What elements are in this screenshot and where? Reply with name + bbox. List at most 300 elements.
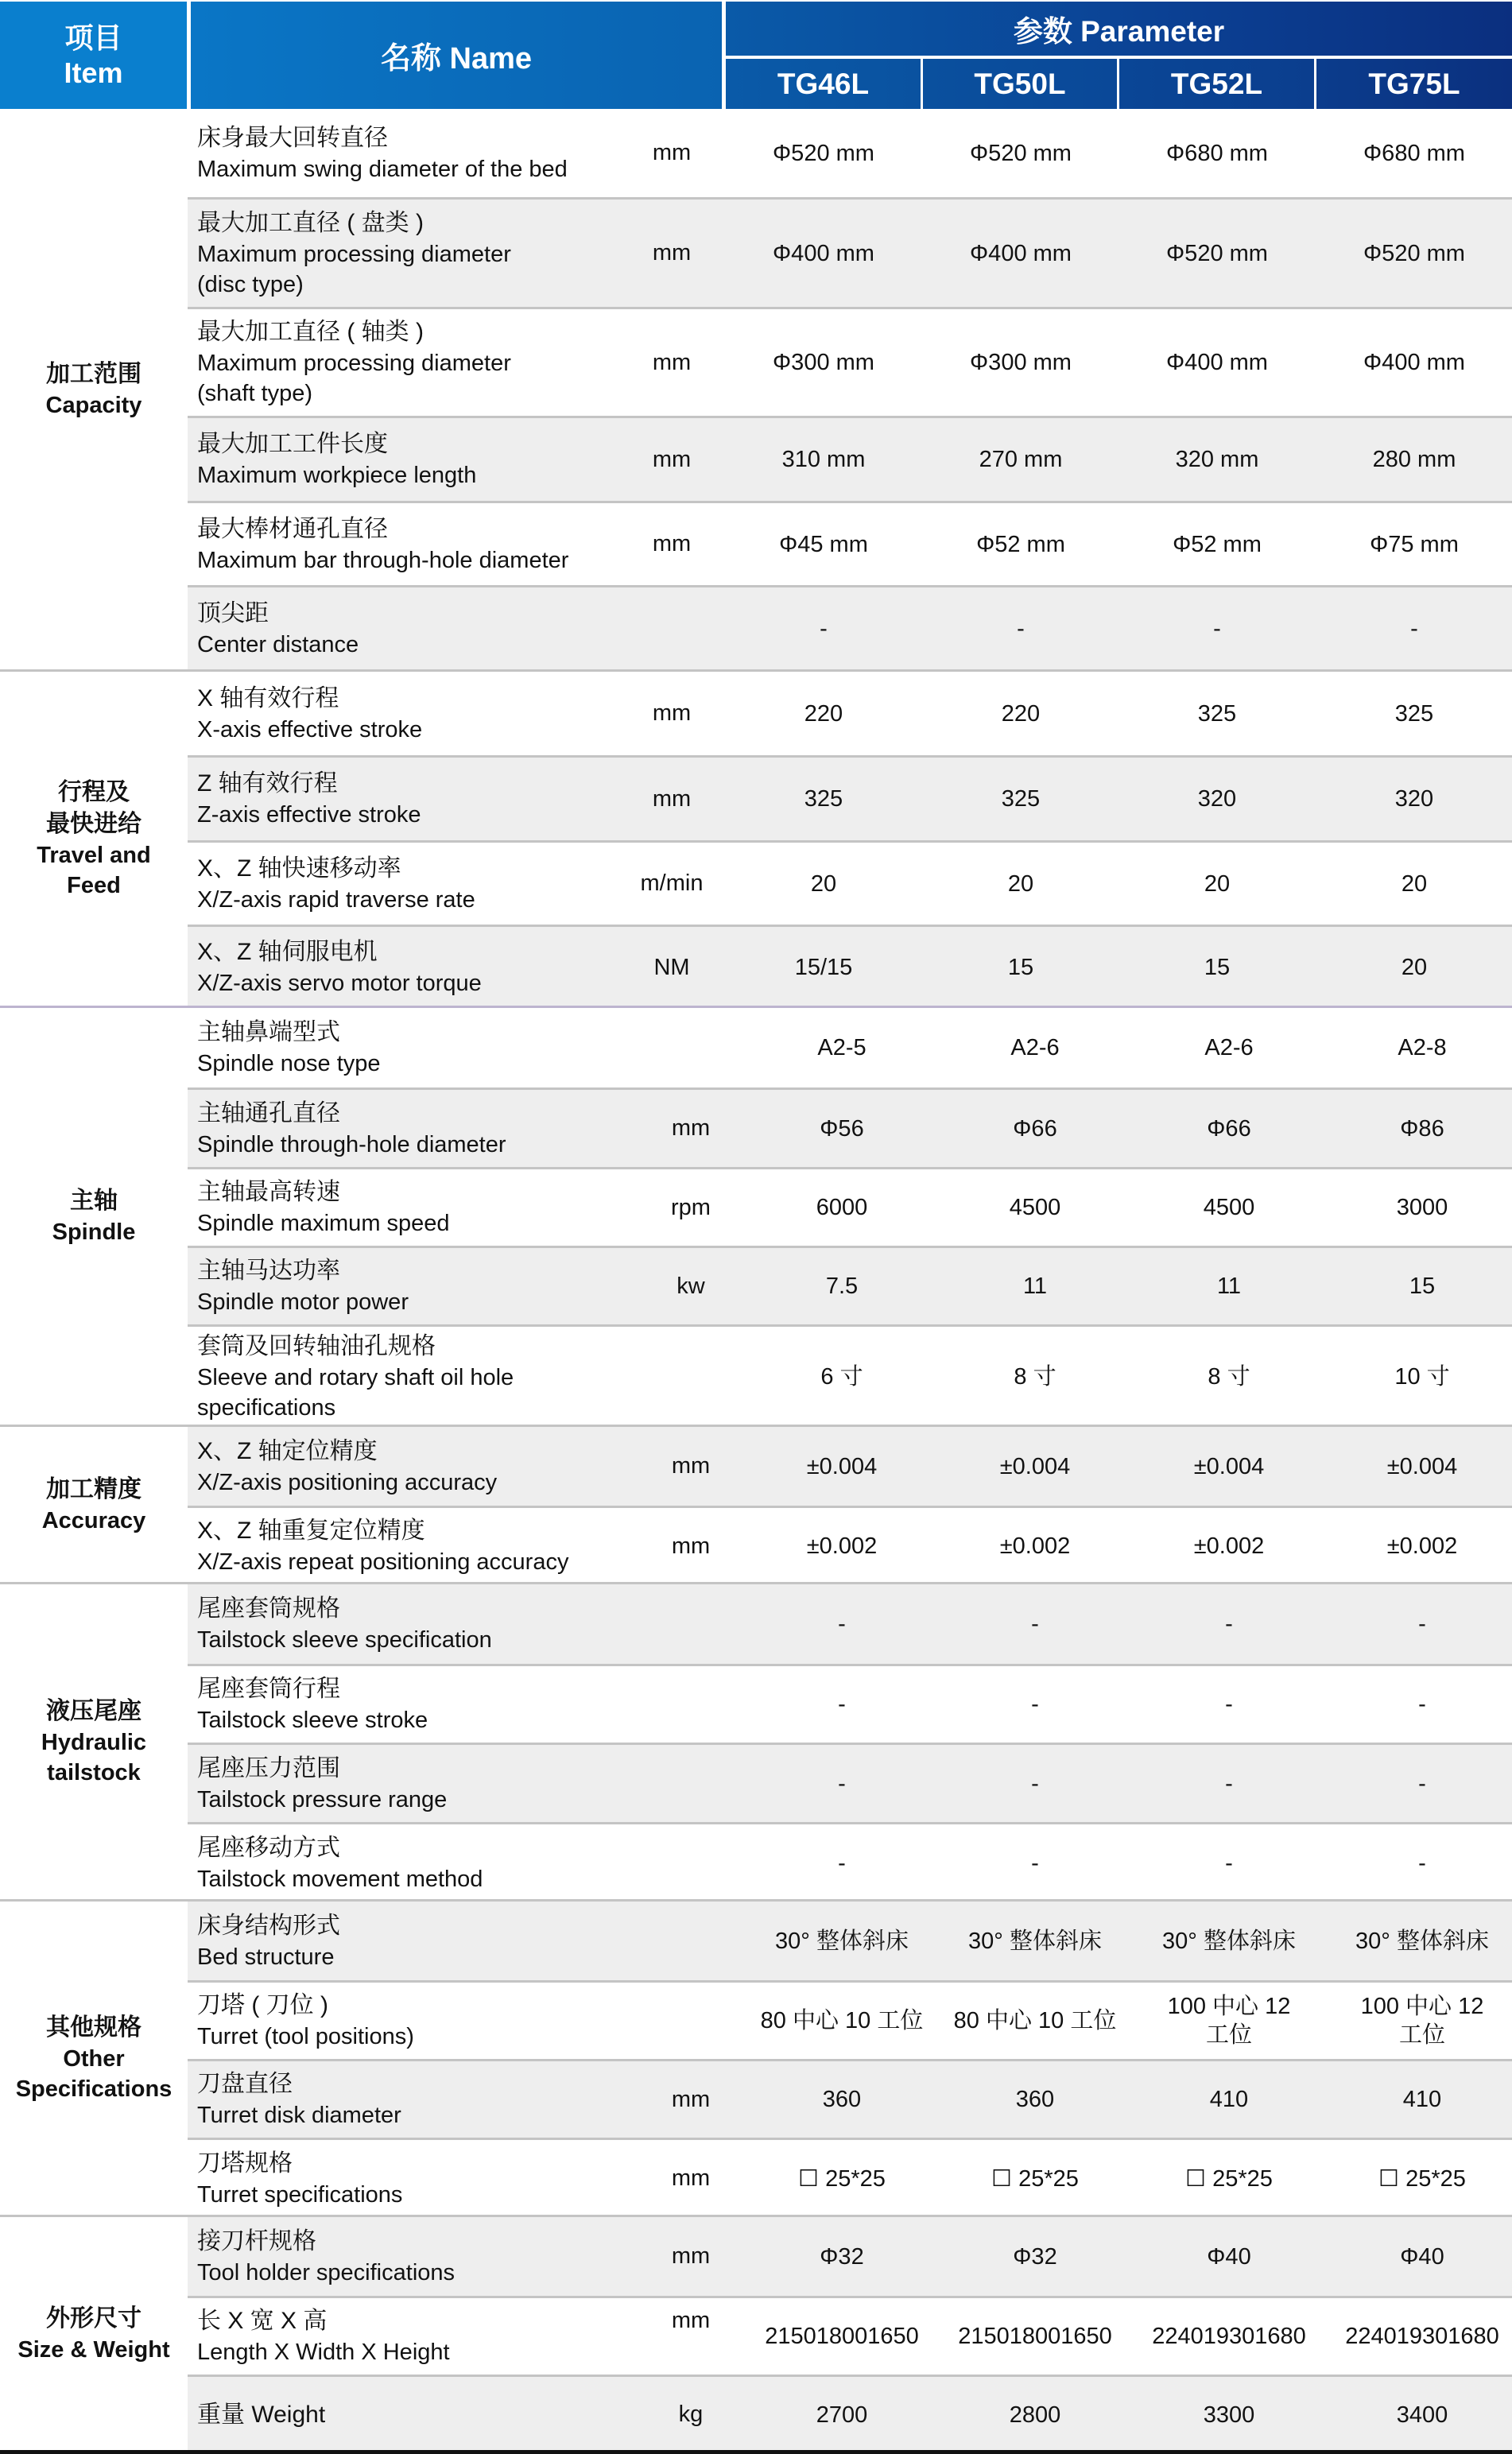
row-name <box>197 2217 642 2296</box>
value-tg50l: Φ520 mm <box>970 140 1072 166</box>
row-name-en: X-axis effective stroke <box>197 716 423 742</box>
value-tg46l: - <box>838 1850 846 1876</box>
value-tg75l: 325 <box>1394 700 1434 727</box>
row-name-en: Maximum bar through-hole diameter <box>197 547 569 573</box>
value-tg75l: A2-8 <box>1398 1035 1447 1060</box>
table-row <box>188 1584 1512 1664</box>
value-tg75l: 3400 <box>1396 2402 1448 2428</box>
row-unit: mm <box>671 2308 711 2334</box>
table-row <box>188 585 1512 669</box>
category-en: Specifications <box>15 2076 173 2102</box>
value-tg75l: Φ75 mm <box>1370 531 1459 557</box>
value-tg46l: 80 中心 10 工位 <box>760 2008 924 2033</box>
row-name <box>197 672 642 755</box>
value-tg52l: 100 中心 12 工位 <box>1167 1994 1291 2048</box>
value-tg50l: A2-6 <box>1010 1035 1060 1060</box>
value-tg50l: - <box>1031 1692 1039 1717</box>
header-parameter-label: 参数 Parameter <box>1013 15 1225 48</box>
value-tg50l: 325 <box>1001 786 1041 812</box>
row-unit: mm <box>652 785 692 812</box>
value-tg46l: Φ300 mm <box>773 350 874 375</box>
row-unit <box>628 587 715 669</box>
row-name-en: Maximum processing diameter (disc type) <box>197 241 511 297</box>
category-en: Accuracy <box>41 1507 146 1533</box>
row-name <box>197 587 642 669</box>
header-item-cn: 项目 <box>64 21 122 54</box>
row-unit <box>647 1666 735 1743</box>
row-name <box>197 109 642 197</box>
value-tg46l: Φ45 mm <box>779 531 868 557</box>
row-name-en: Turret disk diameter <box>197 2103 401 2128</box>
row-name-cn: 尾座套筒规格 <box>197 1595 340 1622</box>
table-row <box>188 840 1512 925</box>
table-row <box>188 416 1512 501</box>
section-hydraulic-tailstock <box>0 1582 1512 1899</box>
table-row <box>188 1167 1512 1246</box>
value-tg52l: Φ52 mm <box>1173 531 1262 557</box>
value-tg50l: Φ400 mm <box>970 240 1072 266</box>
model-label: TG52L <box>1170 67 1263 100</box>
row-name-en: X/Z-axis rapid traverse rate <box>197 886 475 913</box>
row-name <box>197 927 642 1008</box>
row-name-en: Spindle maximum speed <box>197 1211 450 1236</box>
value-tg52l: 30° 整体斜床 <box>1162 1928 1296 1954</box>
value-tg50l: 270 mm <box>979 447 1063 472</box>
value-tg52l: - <box>1225 1850 1233 1876</box>
category-en: Travel and <box>37 843 151 868</box>
category-en: Feed <box>67 873 121 898</box>
row-name-cn: X 轴有效行程 <box>197 684 339 711</box>
table-row <box>188 1246 1512 1324</box>
row-name-cn: 尾座压力范围 <box>197 1754 340 1781</box>
value-tg75l: 30° 整体斜床 <box>1355 1928 1489 1954</box>
value-tg75l: 10 寸 <box>1394 1364 1450 1390</box>
header-model-tg75l <box>1316 59 1512 109</box>
row-name-cn: 顶尖距 <box>197 599 269 626</box>
value-tg50l: 4500 <box>1009 1195 1061 1220</box>
value-tg46l: 6000 <box>816 1195 868 1220</box>
row-name-en: Spindle through-hole diameter <box>197 1131 506 1157</box>
row-name <box>197 1902 642 1980</box>
table-row <box>188 1324 1512 1427</box>
value-tg52l: 320 <box>1197 786 1237 812</box>
value-tg52l: 8 寸 <box>1208 1364 1250 1390</box>
category-cn: 其他规格 <box>46 2014 142 2041</box>
bottom-border <box>0 2450 1512 2454</box>
value-tg50l: Φ300 mm <box>970 350 1072 375</box>
section-spindle <box>0 1006 1512 1425</box>
row-name-cn: 长 X 宽 X 高 <box>197 2308 328 2334</box>
value-tg46l: Φ520 mm <box>773 140 874 166</box>
section-other-specifications <box>0 1899 1512 2215</box>
row-name <box>197 2140 642 2217</box>
category-en: Capacity <box>45 392 142 418</box>
value-tg52l: Φ400 mm <box>1166 350 1268 375</box>
value-tg52l: ☐ 25*25 <box>1185 2165 1273 2192</box>
value-tg75l: ±0.002 <box>1386 1533 1458 1559</box>
row-name <box>197 2377 642 2452</box>
value-tg52l: Φ66 <box>1207 1115 1251 1142</box>
row-unit <box>647 1008 735 1087</box>
value-tg46l: - <box>838 1692 846 1717</box>
value-tg75l: - <box>1418 1611 1426 1637</box>
model-label: TG50L <box>974 67 1066 100</box>
row-unit: mm <box>671 1533 711 1559</box>
row-name-cn: 主轴鼻端型式 <box>197 1019 340 1045</box>
category-en: Other <box>63 2046 125 2072</box>
category-label <box>0 109 188 669</box>
row-name <box>197 2298 642 2375</box>
row-name <box>197 503 642 585</box>
value-tg46l: 6 寸 <box>820 1364 863 1390</box>
value-tg75l: Φ86 <box>1400 1115 1444 1142</box>
row-unit: rpm <box>671 1194 711 1220</box>
row-name-cn: 床身最大回转直径 <box>197 124 388 151</box>
table-row <box>188 501 1512 585</box>
row-name <box>197 1008 642 1087</box>
row-name-cn: 主轴最高转速 <box>197 1179 340 1205</box>
value-tg52l: 224019301680 <box>1152 2324 1306 2349</box>
value-tg50l: 360 <box>1015 2087 1055 2112</box>
value-tg46l: 30° 整体斜床 <box>775 1928 909 1954</box>
row-unit: mm <box>671 2165 711 2191</box>
row-name <box>197 758 642 840</box>
row-unit <box>647 1824 735 1902</box>
row-name-cn: X、Z 轴快速移动率 <box>197 855 401 882</box>
row-name-en: Sleeve and rotary shaft oil hole specifications <box>197 1365 514 1421</box>
value-tg52l: 11 <box>1216 1274 1242 1299</box>
row-name <box>197 309 642 416</box>
value-tg75l: Φ400 mm <box>1363 350 1465 375</box>
value-tg46l: 310 mm <box>781 447 866 472</box>
value-tg52l: 3300 <box>1203 2402 1255 2428</box>
header-model-tg52l <box>1119 59 1314 109</box>
row-name-cn: 最大加工直径 ( 盘类 ) <box>197 209 424 236</box>
value-tg46l: - <box>838 1611 846 1637</box>
row-name-en: Maximum processing diameter (shaft type) <box>197 351 511 406</box>
value-tg75l: Φ40 <box>1400 2243 1444 2270</box>
value-tg52l: - <box>1213 615 1221 642</box>
row-name-en: Tailstock sleeve specification <box>197 1627 492 1653</box>
value-tg46l: 2700 <box>816 2402 868 2428</box>
value-tg50l: 15 <box>1007 955 1034 980</box>
category-cn: 最快进给 <box>46 811 142 837</box>
row-name-en: X/Z-axis positioning accuracy <box>197 1469 498 1495</box>
value-tg50l: - <box>1031 1611 1039 1637</box>
value-tg52l: Φ680 mm <box>1166 140 1268 166</box>
value-tg50l: 80 中心 10 工位 <box>953 2008 1117 2033</box>
value-tg52l: 4500 <box>1203 1195 1255 1220</box>
category-cn: 外形尺寸 <box>46 2305 142 2332</box>
row-name-en: Tailstock pressure range <box>197 1786 448 1812</box>
row-unit <box>647 1983 735 2059</box>
value-tg50l: Φ66 <box>1013 1115 1057 1142</box>
value-tg50l: ☐ 25*25 <box>991 2165 1079 2192</box>
row-name <box>197 1169 642 1246</box>
value-tg50l: Φ52 mm <box>976 531 1065 557</box>
row-name <box>197 1745 642 1822</box>
value-tg75l: 224019301680 <box>1345 2324 1499 2349</box>
row-name-en: Z-axis effective stroke <box>197 802 421 828</box>
table-row <box>188 2138 1512 2217</box>
value-tg75l: ±0.004 <box>1386 1453 1458 1479</box>
value-tg52l: 410 <box>1209 2087 1249 2112</box>
category-label <box>0 672 188 1006</box>
value-tg75l: - <box>1418 1850 1426 1876</box>
row-name-cn: 套筒及回转轴油孔规格 <box>197 1333 436 1359</box>
row-name <box>197 2061 642 2138</box>
table-row <box>188 755 1512 840</box>
value-tg75l: - <box>1418 1692 1426 1717</box>
row-unit <box>647 1745 735 1822</box>
table-row <box>188 2296 1512 2375</box>
value-tg75l: ☐ 25*25 <box>1378 2165 1466 2192</box>
row-unit: mm <box>671 2243 711 2269</box>
category-en: Size & Weight <box>17 2336 170 2363</box>
value-tg75l: 20 <box>1401 870 1428 897</box>
category-en: Spindle <box>52 1219 136 1245</box>
value-tg75l: 410 <box>1402 2087 1442 2112</box>
table-row <box>188 1506 1512 1584</box>
value-tg52l: - <box>1225 1770 1233 1797</box>
row-unit: mm <box>652 240 692 266</box>
row-name <box>197 1327 547 1427</box>
row-name-cn: 刀盘直径 <box>197 2071 293 2097</box>
row-name <box>197 1248 642 1324</box>
row-name-cn: 尾座移动方式 <box>197 1834 340 1861</box>
row-name-en: Spindle nose type <box>197 1051 381 1076</box>
value-tg46l: 15/15 <box>794 955 853 980</box>
row-name <box>197 1090 642 1167</box>
row-unit <box>647 1327 735 1427</box>
value-tg52l: Φ40 <box>1207 2243 1251 2270</box>
value-tg46l: Φ400 mm <box>773 240 874 266</box>
row-name-en: X/Z-axis repeat positioning accuracy <box>197 1549 569 1575</box>
category-label <box>0 1008 188 1425</box>
row-name-en: Tailstock sleeve stroke <box>197 1708 428 1733</box>
row-name-en: Bed structure <box>197 1944 335 1970</box>
value-tg46l: A2-5 <box>817 1035 866 1060</box>
category-label <box>0 2217 188 2450</box>
row-name <box>197 418 642 501</box>
header-item-en: Item <box>64 56 123 89</box>
row-unit <box>647 1584 735 1664</box>
row-name-cn: X、Z 轴伺服电机 <box>197 939 378 965</box>
value-tg52l: 320 mm <box>1175 447 1259 472</box>
category-label <box>0 1584 188 1899</box>
category-label <box>0 1902 188 2215</box>
row-name-en: Length X Width X Height <box>197 2340 450 2365</box>
value-tg50l: 215018001650 <box>958 2324 1112 2349</box>
model-label: TG75L <box>1368 67 1460 100</box>
value-tg52l: 325 <box>1197 700 1237 727</box>
table-row <box>188 1664 1512 1743</box>
row-unit: mm <box>671 2086 711 2112</box>
category-label <box>0 1427 188 1582</box>
row-name <box>197 200 642 307</box>
category-cn: 加工范围 <box>46 360 142 387</box>
table-row <box>188 1822 1512 1902</box>
value-tg46l: - <box>838 1770 846 1797</box>
table-row <box>188 109 1512 197</box>
value-tg52l: ±0.002 <box>1193 1533 1265 1559</box>
row-name-en: Tailstock movement method <box>197 1866 483 1892</box>
row-unit: kw <box>677 1273 705 1299</box>
header-item <box>0 2 187 109</box>
value-tg50l: 220 <box>1001 700 1041 727</box>
row-name <box>197 1666 642 1743</box>
row-unit: NM <box>653 954 690 980</box>
row-unit: kg <box>678 2402 704 2427</box>
row-name-cn: 最大棒材通孔直径 <box>197 515 388 542</box>
table-row <box>188 2217 1512 2296</box>
value-tg75l: 15 <box>1409 1274 1436 1299</box>
table-row <box>188 2375 1512 2452</box>
row-name-cn: 最大加工工件长度 <box>197 431 388 457</box>
value-tg50l: 11 <box>1022 1274 1048 1299</box>
value-tg46l: 220 <box>804 700 843 727</box>
table-header <box>0 0 1512 109</box>
value-tg46l: 325 <box>804 786 843 812</box>
category-en: tailstock <box>47 1760 141 1785</box>
model-label: TG46L <box>777 67 870 100</box>
value-tg75l: - <box>1418 1770 1426 1797</box>
row-unit <box>647 1902 735 1980</box>
category-cn: 加工精度 <box>46 1475 142 1502</box>
value-tg52l: - <box>1225 1692 1233 1717</box>
row-name-cn: X、Z 轴重复定位精度 <box>197 1518 425 1544</box>
row-name-cn: 接刀杆规格 <box>197 2227 316 2254</box>
value-tg50l: 30° 整体斜床 <box>968 1928 1102 1954</box>
section-size-and-weight <box>0 2215 1512 2450</box>
value-tg75l: Φ680 mm <box>1363 140 1465 166</box>
table-row <box>188 1902 1512 1980</box>
value-tg50l: Φ32 <box>1013 2243 1057 2270</box>
category-en: Hydraulic <box>41 1730 147 1755</box>
value-tg46l: 215018001650 <box>765 2324 919 2349</box>
value-tg50l: ±0.004 <box>999 1453 1071 1479</box>
table-row <box>188 672 1512 755</box>
table-row <box>188 307 1512 416</box>
header-model-tg46l <box>726 59 921 109</box>
value-tg46l: Φ32 <box>820 2243 864 2270</box>
row-name-en: Maximum workpiece length <box>197 463 477 488</box>
row-name-cn: 主轴通孔直径 <box>197 1099 340 1126</box>
row-unit: mm <box>652 140 692 165</box>
value-tg75l: 3000 <box>1396 1195 1448 1220</box>
value-tg75l: 20 <box>1401 955 1428 980</box>
value-tg75l: 280 mm <box>1372 447 1456 472</box>
row-name-en: Tool holder specifications <box>197 2259 456 2285</box>
row-name-cn: 最大加工直径 ( 轴类 ) <box>197 319 424 345</box>
value-tg50l: 8 寸 <box>1014 1364 1056 1390</box>
category-cn: 液压尾座 <box>46 1698 142 1724</box>
row-name <box>197 843 642 925</box>
row-unit: m/min <box>640 870 704 896</box>
value-tg52l: Φ520 mm <box>1166 240 1268 266</box>
row-name-en: X/Z-axis servo motor torque <box>197 971 482 996</box>
row-name-cn: X、Z 轴定位精度 <box>197 1437 378 1464</box>
value-tg46l: Φ56 <box>820 1115 864 1142</box>
row-unit: mm <box>652 446 692 472</box>
value-tg75l: - <box>1410 615 1418 642</box>
value-tg46l: ±0.002 <box>806 1533 878 1559</box>
header-parameter <box>726 2 1512 56</box>
row-name-en: Turret (tool positions) <box>197 2024 414 2049</box>
row-name-en: Center distance <box>197 631 359 657</box>
value-tg50l: 2800 <box>1009 2402 1061 2428</box>
table-row <box>188 925 1512 1008</box>
table-row <box>188 1427 1512 1506</box>
value-tg50l: - <box>1017 615 1025 642</box>
value-tg46l: - <box>820 615 828 642</box>
value-tg50l: - <box>1031 1850 1039 1876</box>
row-name <box>197 1824 642 1902</box>
value-tg52l: - <box>1225 1611 1233 1637</box>
value-tg46l: 7.5 <box>825 1274 859 1299</box>
row-name-cn: 尾座套筒行程 <box>197 1676 340 1702</box>
row-name-en: Turret specifications <box>197 2181 403 2208</box>
value-tg50l: ±0.002 <box>999 1533 1071 1559</box>
value-tg46l: ±0.004 <box>806 1453 878 1479</box>
header-name <box>191 2 722 109</box>
category-cn: 行程及 <box>58 779 130 805</box>
value-tg46l: 360 <box>822 2087 862 2112</box>
value-tg52l: 20 <box>1204 870 1231 897</box>
row-name <box>197 1508 642 1584</box>
value-tg50l: 20 <box>1007 870 1034 897</box>
row-name-en: Spindle motor power <box>197 1289 409 1315</box>
row-name-cn: 刀塔规格 <box>197 2150 293 2177</box>
row-name <box>197 1427 642 1506</box>
row-unit: mm <box>652 531 692 556</box>
value-tg50l: - <box>1031 1770 1039 1797</box>
value-tg75l: 100 中心 12 工位 <box>1360 1994 1484 2048</box>
value-tg75l: 320 <box>1394 786 1434 812</box>
row-name-cn: 重量 Weight <box>197 2401 326 2428</box>
row-unit: mm <box>671 1115 711 1141</box>
section-accuracy <box>0 1425 1512 1582</box>
section-travel-and-feed <box>0 669 1512 1006</box>
value-tg52l: 15 <box>1204 955 1231 980</box>
row-unit: mm <box>652 700 692 726</box>
table-row <box>188 1087 1512 1167</box>
table-row <box>188 1008 1512 1087</box>
row-name-cn: 主轴马达功率 <box>197 1258 340 1284</box>
row-name-cn: Z 轴有效行程 <box>197 770 338 797</box>
value-tg46l: ☐ 25*25 <box>798 2165 886 2192</box>
row-name-en: Maximum swing diameter of the bed <box>197 156 568 182</box>
row-unit: mm <box>652 349 692 375</box>
row-name <box>197 1983 642 2059</box>
row-name-cn: 刀塔 ( 刀位 ) <box>197 1992 328 2018</box>
table-row <box>188 2059 1512 2138</box>
row-unit: mm <box>671 1453 711 1479</box>
value-tg52l: ±0.004 <box>1193 1453 1265 1479</box>
header-model-tg50l <box>923 59 1117 109</box>
category-cn: 主轴 <box>70 1188 118 1214</box>
header-name-label: 名称 Name <box>380 42 533 76</box>
row-name-cn: 床身结构形式 <box>197 1912 340 1939</box>
row-name <box>197 1584 642 1664</box>
table-row <box>188 1743 1512 1822</box>
value-tg52l: A2-6 <box>1204 1035 1254 1060</box>
section-capacity <box>0 109 1512 669</box>
value-tg46l: 20 <box>810 870 837 897</box>
table-row <box>188 1980 1512 2059</box>
table-row <box>188 197 1512 307</box>
value-tg75l: Φ520 mm <box>1363 240 1465 266</box>
